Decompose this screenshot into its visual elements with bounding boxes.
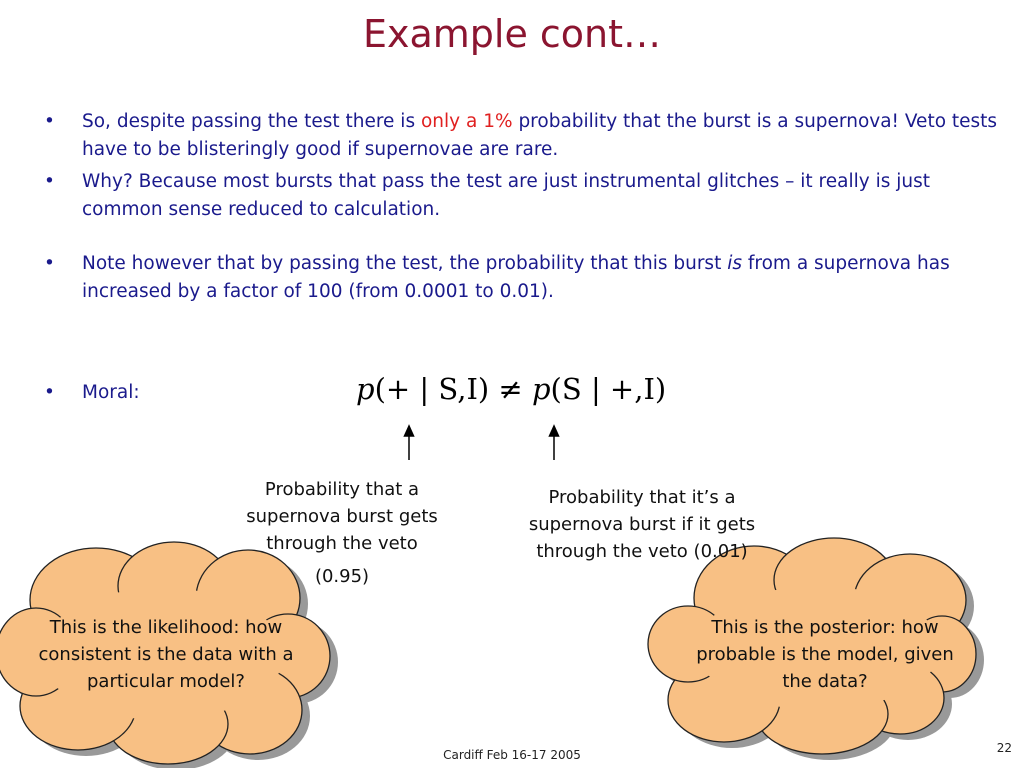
arrow-likelihood bbox=[405, 426, 414, 460]
caption-likelihood bbox=[222, 476, 462, 590]
cloud-right-text: This is the posterior: how probable is the model, given the data? bbox=[696, 617, 954, 692]
formula-rhs-p: p bbox=[531, 372, 551, 406]
bullet-2-text: Why? Because most bursts that pass the test are just instrumental glitches – it really is just common sense reduced to calculation. bbox=[82, 171, 930, 220]
bullet-1-text-start: So, despite passing the test there is bbox=[82, 111, 421, 132]
bullet-1-text-end: probability that the burst is a supernova! Veto tests have to be blisteringly good if supernovae are rare. bbox=[82, 111, 998, 160]
formula-lhs-p: p bbox=[356, 372, 375, 406]
arrow-posterior bbox=[550, 426, 559, 460]
moral-label: • Moral: bbox=[40, 382, 140, 403]
page-number: 22 bbox=[996, 741, 1012, 755]
slide-footer: Cardiff Feb 16-17 2005 bbox=[443, 748, 581, 762]
caption-likelihood-value: (0.95) bbox=[314, 566, 370, 587]
formula-neq: ≠ bbox=[489, 372, 532, 406]
bullet-3-emphasis: is bbox=[727, 253, 742, 274]
formula-lhs-args: (+ | S,I) bbox=[374, 372, 490, 406]
bullet-1-highlight: only a 1% bbox=[420, 111, 513, 132]
slide-title: Example cont… bbox=[362, 12, 662, 56]
caption-posterior: Probability that it’s a supernova burst if it gets through the veto (0.01) bbox=[528, 487, 756, 562]
formula-rhs-args: (S | +,I) bbox=[550, 372, 667, 406]
bullet-3-text-end: from a supernova has increased by a factor of 100 (from 0.0001 to 0.01). bbox=[82, 253, 950, 302]
bullet-3-text-start: Note however that by passing the test, the probability that this burst bbox=[82, 253, 728, 274]
cloud-left-text: This is the likelihood: how consistent is the data with a particular model? bbox=[38, 617, 294, 692]
caption-likelihood-text: Probability that a supernova burst gets through the veto bbox=[246, 479, 438, 554]
